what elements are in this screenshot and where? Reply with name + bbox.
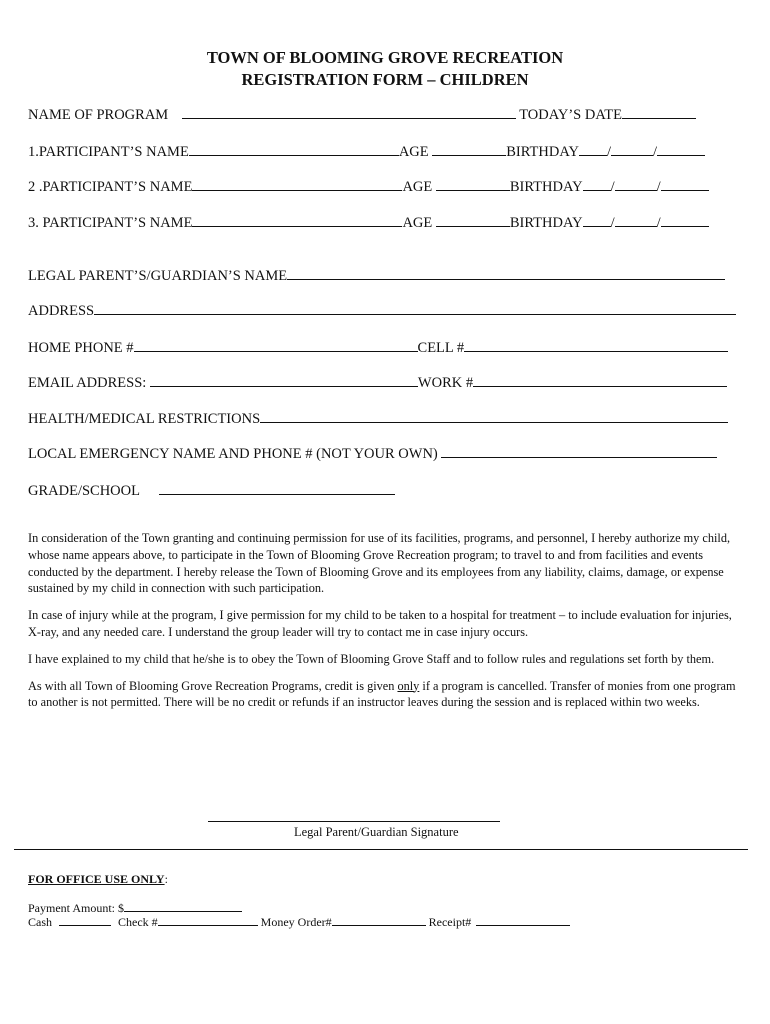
- waiver-paragraph-1: In consideration of the Town granting and continuing permission for use of its facilities, programs, and personnel, I hereby authorize my child, whose name appears above, to participate in the Town of Blooming Grove Recreation program; to travel to and from facilities and events conducted by the department. I hereby release the Town of Blooming Grove and its employees from any liability, claims, damage, or expense sustained by my child in connection with such participation.: [28, 531, 731, 596]
- age-label: AGE: [398, 144, 429, 160]
- signature-line[interactable]: [208, 821, 500, 822]
- birthday-label: BIRTHDAY: [506, 144, 579, 160]
- waiver-section: [28, 530, 740, 711]
- age-input[interactable]: [436, 178, 510, 191]
- phone-field: [28, 339, 728, 357]
- date-separator: /: [656, 215, 661, 231]
- birthday-label: BIRTHDAY: [509, 179, 583, 195]
- address-input[interactable]: [94, 302, 736, 315]
- date-separator: /: [606, 144, 611, 160]
- program-input[interactable]: [182, 106, 516, 119]
- todays-date-label: TODAY’S DATE: [519, 107, 622, 123]
- participant-name-input[interactable]: [192, 178, 402, 191]
- address-label: ADDRESS: [28, 303, 95, 319]
- emergency-label: LOCAL EMERGENCY NAME AND PHONE # (NOT YOUR OWN): [28, 446, 438, 462]
- participant-row-1: [28, 143, 705, 161]
- date-separator: /: [656, 179, 661, 195]
- emergency-field: [28, 445, 717, 463]
- office-use-heading: FOR OFFICE USE ONLY:: [28, 872, 168, 886]
- email-input[interactable]: [150, 374, 418, 387]
- birthday-month-input[interactable]: [583, 214, 611, 227]
- age-input[interactable]: [432, 143, 506, 156]
- form-title-line1: TOWN OF BLOOMING GROVE RECREATION: [206, 48, 564, 67]
- birthday-month-input[interactable]: [583, 178, 611, 191]
- cell-label: CELL #: [417, 340, 465, 356]
- participant-name-input[interactable]: [192, 214, 402, 227]
- payment-method-row: [28, 915, 570, 930]
- grade-label: GRADE/SCHOOL: [28, 483, 140, 499]
- money-order-label: Money Order#: [260, 915, 332, 929]
- birthday-day-input[interactable]: [611, 143, 653, 156]
- participant-name-label: 1.PARTICIPANT’S NAME: [28, 144, 189, 160]
- home-phone-input[interactable]: [134, 339, 418, 352]
- program-field: [28, 106, 696, 124]
- check-label: Check #: [118, 915, 158, 929]
- work-label: WORK #: [417, 375, 474, 391]
- work-input[interactable]: [473, 374, 727, 387]
- birthday-label: BIRTHDAY: [509, 215, 583, 231]
- todays-date-input[interactable]: [622, 106, 696, 119]
- address-field: [28, 302, 736, 320]
- health-field: [28, 410, 728, 428]
- form-title-line2: REGISTRATION FORM – CHILDREN: [241, 70, 529, 89]
- receipt-label: Receipt#: [428, 915, 472, 929]
- participant-row-2: [28, 178, 709, 196]
- email-label: EMAIL ADDRESS:: [28, 375, 147, 391]
- home-phone-label: HOME PHONE #: [28, 340, 134, 356]
- age-input[interactable]: [436, 214, 510, 227]
- cash-label: Cash: [28, 915, 52, 929]
- emergency-input[interactable]: [441, 445, 717, 458]
- section-divider: [14, 849, 748, 850]
- waiver-paragraph-2: In case of injury while at the program, I give permission for my child to be taken to a hospital for treatment – to include evaluation for injuries, X-ray, and any needed care. I understand the group leader will try to contact me in case injury occurs.: [28, 608, 732, 639]
- payment-amount-label: Payment Amount: $: [28, 901, 124, 915]
- receipt-input[interactable]: [476, 915, 570, 926]
- waiver-paragraph-3: I have explained to my child that he/she is to obey the Town of Blooming Grove Staff and to follow rules and regulations set forth by them.: [28, 651, 715, 666]
- payment-amount-input[interactable]: [124, 901, 242, 912]
- program-label: NAME OF PROGRAM: [28, 107, 169, 123]
- age-label: AGE: [402, 215, 433, 231]
- guardian-field: [28, 267, 725, 285]
- signature-label: Legal Parent/Guardian Signature: [294, 825, 459, 839]
- birthday-day-input[interactable]: [615, 178, 657, 191]
- waiver-paragraph-4: As with all Town of Blooming Grove Recreation Programs, credit is given only if a program is cancelled. Transfer of monies from one program to another is not permitted. There will be no credit or refunds if an instructor leaves during the session and is replaced within two weeks.: [28, 678, 736, 710]
- date-separator: /: [653, 144, 658, 160]
- participant-name-label: 3. PARTICIPANT’S NAME: [28, 215, 193, 231]
- participant-row-3: [28, 214, 709, 232]
- cell-input[interactable]: [464, 339, 728, 352]
- health-input[interactable]: [260, 410, 728, 423]
- participant-name-label: 2 .PARTICIPANT’S NAME: [28, 179, 193, 195]
- date-separator: /: [610, 215, 615, 231]
- guardian-label: LEGAL PARENT’S/GUARDIAN’S NAME: [28, 268, 288, 284]
- email-field: [28, 374, 727, 392]
- birthday-year-input[interactable]: [661, 214, 709, 227]
- check-input[interactable]: [158, 915, 258, 926]
- payment-amount-field: [28, 901, 242, 916]
- birthday-day-input[interactable]: [615, 214, 657, 227]
- cash-input[interactable]: [59, 915, 111, 926]
- age-label: AGE: [402, 179, 433, 195]
- health-label: HEALTH/MEDICAL RESTRICTIONS: [28, 411, 261, 427]
- participant-name-input[interactable]: [189, 143, 399, 156]
- date-separator: /: [610, 179, 615, 195]
- grade-field: [28, 482, 395, 500]
- birthday-month-input[interactable]: [579, 143, 607, 156]
- birthday-year-input[interactable]: [657, 143, 705, 156]
- money-order-input[interactable]: [332, 915, 426, 926]
- grade-input[interactable]: [159, 482, 395, 495]
- birthday-year-input[interactable]: [661, 178, 709, 191]
- guardian-input[interactable]: [287, 267, 725, 280]
